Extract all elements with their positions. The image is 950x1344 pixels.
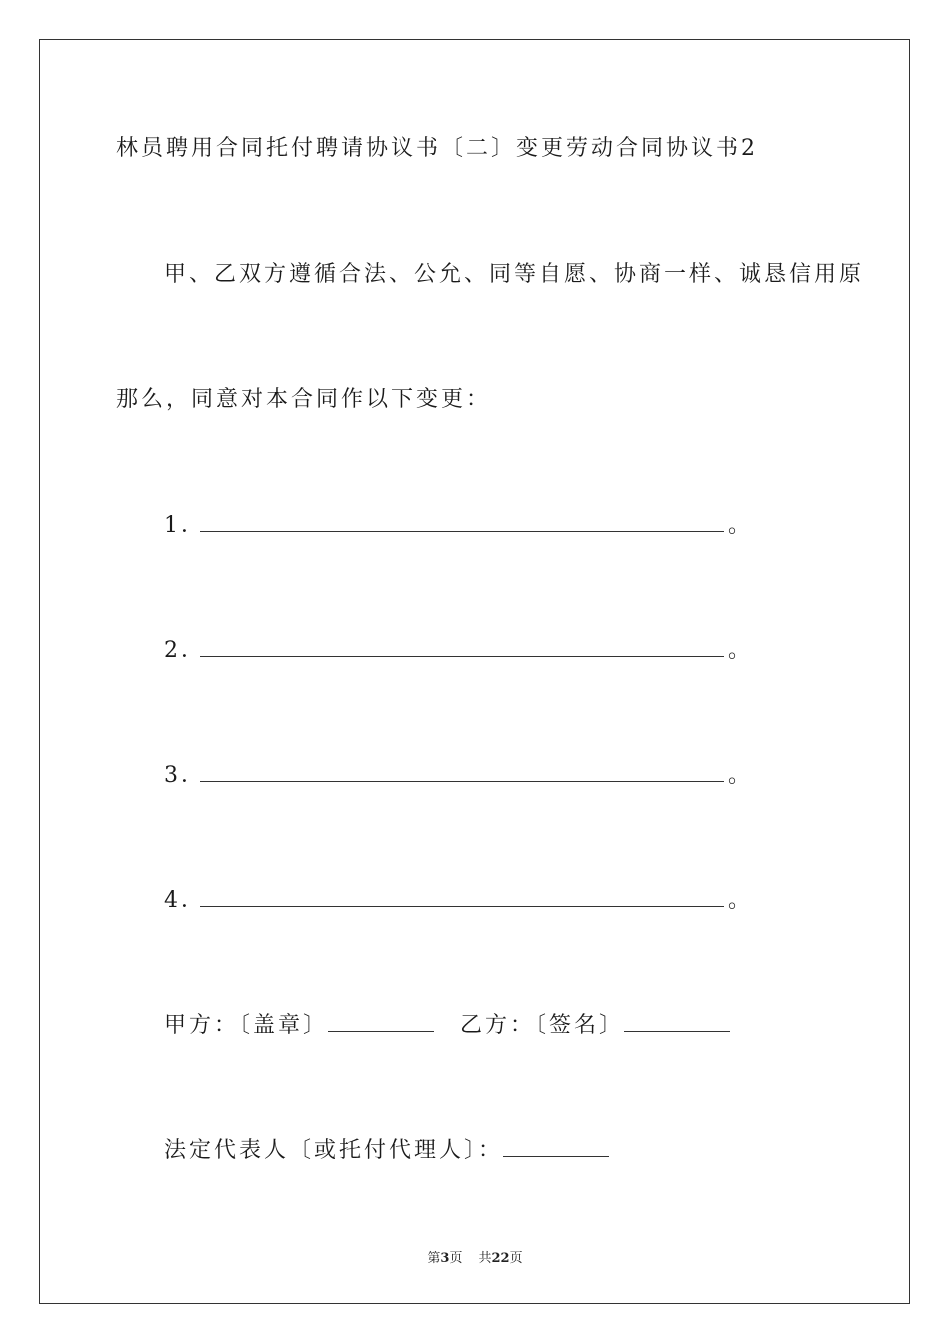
page-border	[39, 39, 910, 1304]
item-number: 4．	[164, 888, 206, 913]
item-end-mark: 。	[728, 888, 754, 913]
fill-in-blank[interactable]	[200, 884, 724, 907]
representative-blank[interactable]	[503, 1134, 609, 1157]
item-end-mark: 。	[728, 513, 754, 538]
fill-in-blank[interactable]	[200, 759, 724, 782]
item-number: 2．	[164, 638, 206, 663]
page-footer	[0, 1247, 950, 1266]
change-item-2	[164, 634, 753, 666]
fill-in-blank[interactable]	[200, 634, 724, 657]
paragraph-principles: 甲、乙双方遵循合法、公允、同等自愿、协商一样、诚恳信用原	[164, 262, 865, 287]
page-suffix: 页	[449, 1251, 463, 1266]
item-end-mark: 。	[728, 638, 754, 663]
change-item-1	[164, 509, 753, 541]
signature-row	[164, 1009, 730, 1041]
change-item-4	[164, 884, 753, 916]
document-title: 林员聘用合同托付聘请协议书〔二〕变更劳动合同协议书2	[116, 136, 758, 161]
page-number: 3	[440, 1251, 450, 1266]
item-number: 1．	[164, 513, 206, 538]
total-suffix: 页	[509, 1251, 523, 1266]
representative-row	[164, 1134, 609, 1166]
item-number: 3．	[164, 763, 206, 788]
representative-label: 法定代表人〔或托付代理人〕：	[164, 1138, 504, 1163]
party-b-blank[interactable]	[624, 1009, 730, 1032]
party-b-label: 乙方：〔签名〕	[460, 1013, 625, 1038]
total-prefix: 共	[478, 1251, 492, 1266]
page-prefix: 第	[427, 1251, 441, 1266]
fill-in-blank[interactable]	[200, 509, 724, 532]
party-a-label: 甲方：〔盖章〕	[164, 1013, 329, 1038]
item-end-mark: 。	[728, 763, 754, 788]
change-item-3	[164, 759, 753, 791]
party-a-blank[interactable]	[328, 1009, 434, 1032]
total-pages: 22	[491, 1251, 510, 1266]
paragraph-agreement: 那么，同意对本合同作以下变更：	[116, 387, 492, 412]
